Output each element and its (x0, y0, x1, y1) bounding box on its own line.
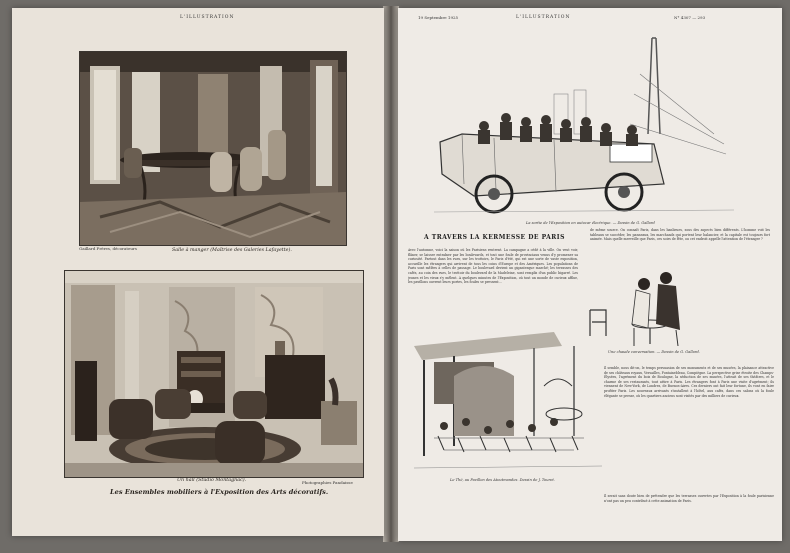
hall-photo (64, 270, 364, 478)
article-column-1: Avec l'automne, voici la saison où les Parisiens rentrent. La campagne a cédé à la ville. On veut voir, flâner, se laisser entraîner par les boulevards, et tout une foule de provinciaux venus d'y promener sa curiosité. Partout dans les rues, sur les trottoirs, le Paris d'été, qui est une sorte de vaste exposition, accueille les étrangers qui arrivent de tous les coins d'Europe et des Amériques. Les populations de Paris sont mêlées à celles de passage. Le boulevard devient un gigantesque marché; les terrasses des cafés, au coin des rues, le trottoir du boulevard de la Madeleine, sont remplis d'un public bigarré. Les jeunes et les vieux s'y mêlent. A quelques minutes de l'Exposition, où tout un monde de curieux afflue, les pavillons ouvrent leurs portes, les foules se pressent... (408, 248, 578, 285)
sketch1-caption: La sortie de l'Exposition en autocar électrique. — Dessin de G. Gallard (526, 221, 655, 225)
article-column-3: Il semble, nous dit-on, le temps persuasion de ses monuments et de ses musées, la plaisance attractive de ses châteaux royaux, Versailles, Fontainebleau, Compiègne. La perspective grise étroite des Champs-Élysées, l'agrément du bois de Boulogne, la séduction de ses musées, l'attrait de ses théâtres, et le charme de ses restaurants, tout attire à Paris. Les étrangers font à Paris une visite d'agrément; ils viennent de New-York, de Londres, de Buenos-Aires. Ces derniers ont fait leur fortune, ils vont en faire profiter Paris. Les nouveaux arrivants s'installent à l'hôtel, aux cafés, dans ces salons où la foule élégante se presse, où les quartiers anciens sont visités par des milliers de curieux. (604, 366, 774, 398)
photo2-caption: Un hall (Studio Montagnac). (177, 478, 247, 483)
left-page (12, 8, 384, 536)
photo1-credit: Gaillard Frères, décorateurs (79, 246, 137, 251)
photo1-caption: Salle à manger (Maîtrise des Galeries Lafayette). (172, 248, 292, 253)
sketch2-caption: Une chaude conversation. — Dessin de G. Gallard. (608, 350, 700, 354)
right-page (398, 8, 782, 541)
article-column-2: de même source. On connaît Paris, dans les banlieues, sous des aspects bien différents. L'homme voit les tableaux se succéder, les panneaux, les marchands qui portent leur balancier, et la capitale est toujours fort animée. Mais quelle merveille que Paris, ces soirs de fête, ou cet endroit appelle l'attention de l'étranger ? (590, 228, 770, 242)
running-head-right: L'ILLUSTRATION (516, 15, 571, 20)
sketch3-caption: Le Thé, au Pavillon des Atoutmandes. Dessin de J. Touret. (450, 478, 555, 482)
autocar-sketch (434, 34, 734, 219)
article-title: A TRAVERS LA KERMESSE DE PARIS (424, 234, 565, 241)
dining-room-photo (79, 51, 347, 246)
bottom-caption: Les Ensembles mobiliers à l'Exposition des Arts décoratifs. (110, 488, 329, 496)
article-column-4: Il serait sans doute bien de prétendre que les terrasses ouvertes par l'Exposition à la foule parisienne n'ont pas un peu contribué à cette animation de Paris. (604, 494, 774, 503)
date: 19 Septembre 1925 (418, 15, 459, 20)
pavilion-tea-sketch (414, 326, 602, 476)
running-head-left: L'ILLUSTRATION (180, 15, 235, 20)
page-number: N° 4307 — 293 (674, 15, 706, 20)
photo2-credit: Photographies Pandaisse (302, 480, 353, 485)
